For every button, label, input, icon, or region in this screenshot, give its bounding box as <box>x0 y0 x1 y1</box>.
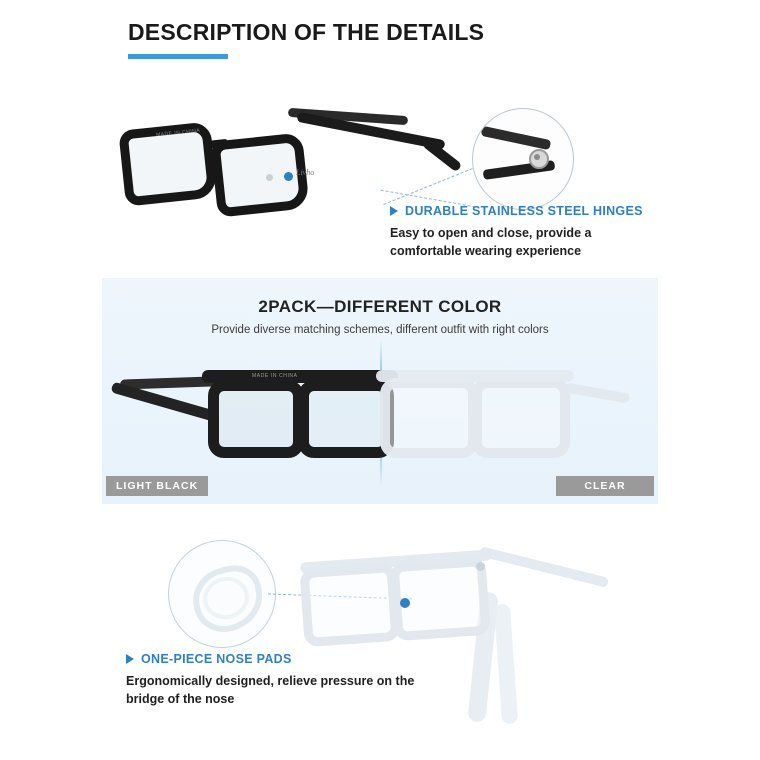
temple-print-text: MADE IN CHINA <box>155 127 201 139</box>
page-title: DESCRIPTION OF THE DETAILS <box>128 19 485 45</box>
page-header <box>128 18 728 59</box>
clear-brow-bar <box>376 370 574 382</box>
hinge-screw-icon <box>266 174 273 181</box>
clear-detail-hinge-screw-icon <box>476 562 485 571</box>
blue-accent-dot <box>400 598 410 608</box>
dark-lens-left <box>208 380 304 458</box>
section-two-pack-colors <box>102 278 658 504</box>
callout-nose-pads <box>126 652 426 708</box>
black-frame-image <box>202 356 392 466</box>
callout-nose-pads-heading <box>126 652 426 666</box>
zoom-hinge-screw-icon <box>534 154 540 160</box>
clear-lens-right <box>472 378 570 458</box>
clear-frame-image <box>376 354 576 464</box>
dark-brow-bar <box>202 370 398 383</box>
clear-detail-temple-down-right <box>494 604 518 725</box>
callout-hinges-heading <box>390 204 650 218</box>
color-label-clear: CLEAR <box>556 476 654 496</box>
triangle-right-icon <box>390 206 398 216</box>
callout-nose-pads-body: Ergonomically designed, relieve pressure on the bridge of the nose <box>126 674 415 706</box>
dark-temple-print: MADE IN CHINA <box>252 373 298 379</box>
triangle-right-icon <box>126 654 134 664</box>
callout-hinges-title: DURABLE STAINLESS STEEL HINGES <box>405 204 643 218</box>
blue-accent-dot <box>284 172 293 181</box>
callout-hinges-body: Easy to open and close, provide a comfortable wearing experience <box>390 226 592 258</box>
hinge-zoom-circle <box>472 108 574 210</box>
brand-mark-label: Livho <box>296 168 315 177</box>
clear-temple-arm <box>564 382 631 403</box>
zoom-hinge-arm-upper <box>481 126 552 150</box>
clear-detail-lens-left <box>299 563 400 648</box>
section-durable-hinges <box>0 74 760 274</box>
callout-nose-pads-title: ONE-PIECE NOSE PADS <box>141 652 292 666</box>
section-nose-pads <box>0 512 760 760</box>
color-label-light-black: LIGHT BLACK <box>106 476 208 496</box>
clear-lens-left <box>380 378 478 458</box>
two-pack-subtitle: Provide diverse matching schemes, different outfit with right colors <box>211 324 549 336</box>
callout-hinges <box>390 204 650 260</box>
two-pack-title: 2PACK—DIFFERENT COLOR <box>258 297 502 316</box>
nose-pad-zoom-circle <box>168 540 276 648</box>
clear-detail-temple-arm <box>479 546 609 588</box>
title-underline-rule <box>128 54 228 59</box>
